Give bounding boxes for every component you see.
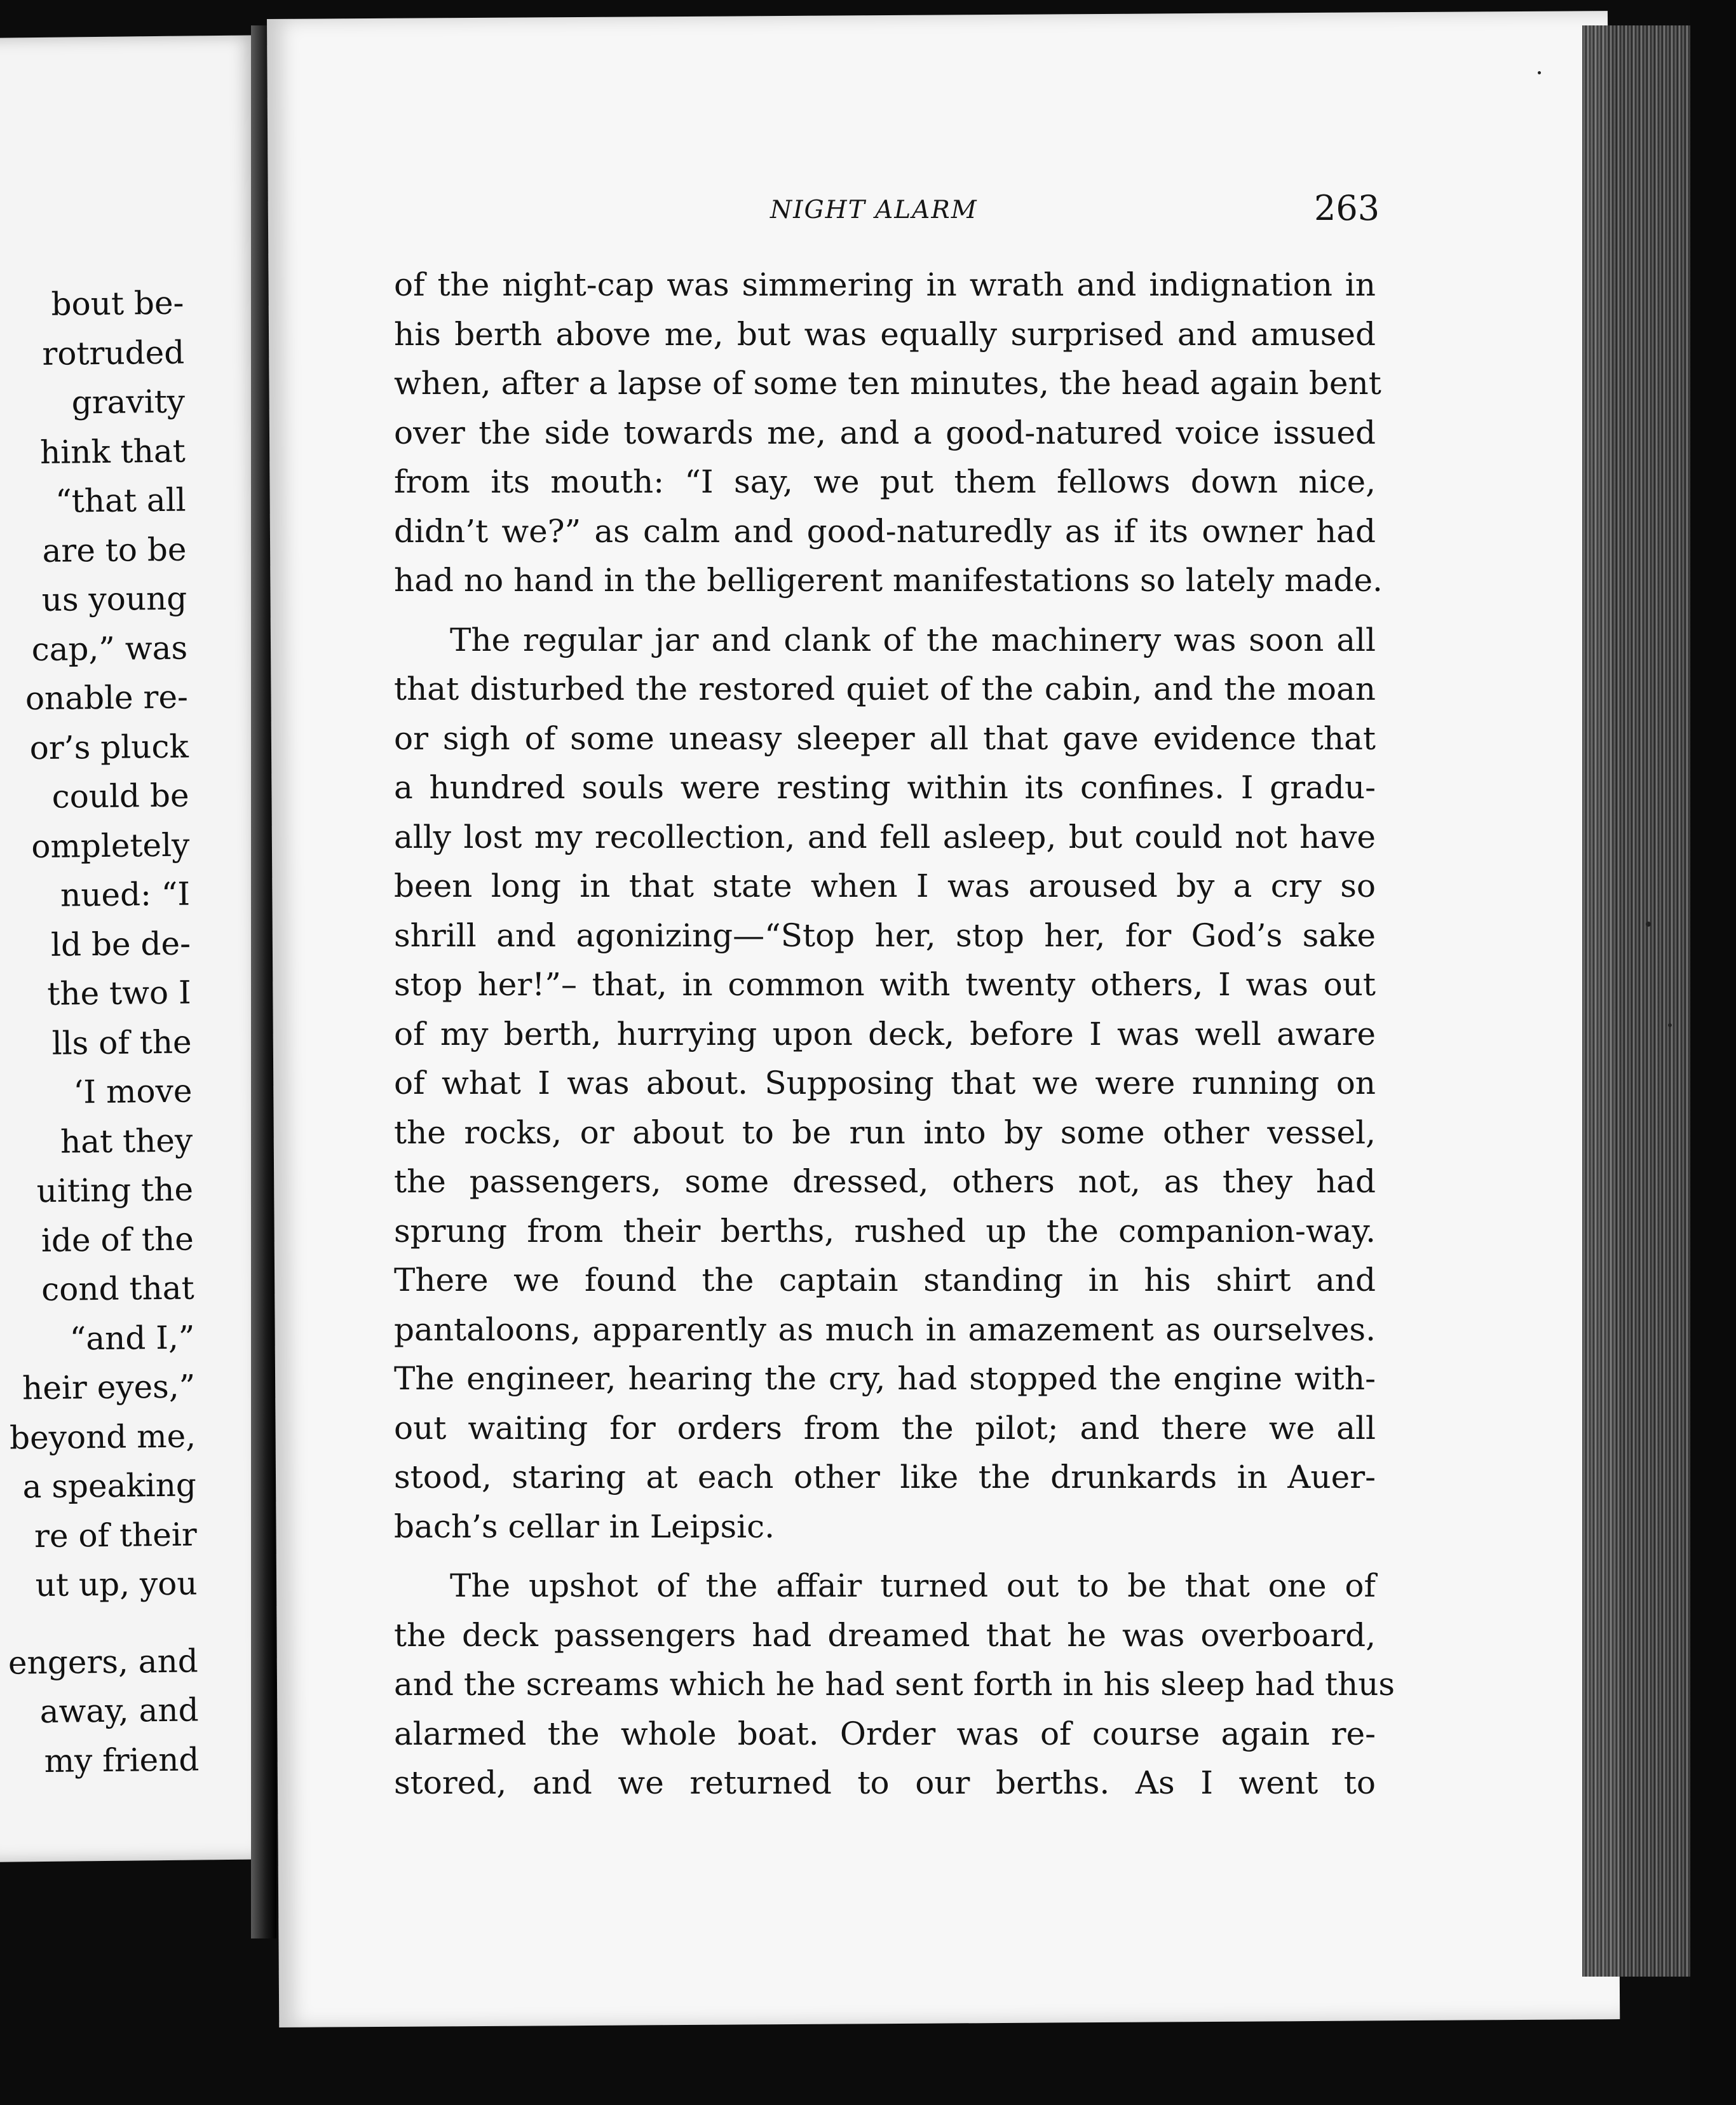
text-line: from its mouth: “I say, we put them fellows down nice, bbox=[394, 463, 1376, 500]
text-line: sprung from their berths, rushed up the companion-way. bbox=[394, 1212, 1376, 1250]
text-line: pantaloons, apparently as much in amazement as ourselves. bbox=[394, 1311, 1376, 1348]
text-line: of my berth, hurrying upon deck, before I was well aware bbox=[394, 1015, 1376, 1052]
text-line: bach’s cellar in Leipsic. bbox=[394, 1508, 775, 1545]
left-page-line: re of their bbox=[34, 1515, 197, 1555]
scan-speck bbox=[1646, 922, 1651, 927]
paragraph bbox=[394, 616, 1376, 1552]
left-page-line: hat they bbox=[60, 1122, 193, 1161]
text-line: The upshot of the affair turned out to be that one of bbox=[450, 1567, 1376, 1604]
text-line: out waiting for orders from the pilot; and there we all bbox=[394, 1409, 1376, 1447]
left-page-line: could be bbox=[51, 777, 189, 815]
left-page-line: hink that bbox=[39, 432, 186, 471]
page-number: 263 bbox=[1314, 188, 1380, 228]
left-page-line: “that all bbox=[55, 481, 186, 520]
text-line: or sigh of some uneasy sleeper all that gave evidence that bbox=[394, 719, 1376, 757]
left-page-line: gravity bbox=[71, 383, 186, 421]
text-line: the rocks, or about to be run into by some other vessel, bbox=[394, 1114, 1376, 1151]
left-page-line: or’s pluck bbox=[29, 728, 189, 766]
left-page-line: onable re- bbox=[25, 678, 189, 718]
scan-speck bbox=[1668, 1023, 1672, 1027]
text-line: his berth above me, but was equally surprised and amused bbox=[394, 315, 1376, 353]
page-edges-shadow bbox=[1690, 0, 1736, 2105]
page-edges bbox=[1582, 25, 1690, 1977]
text-line: that disturbed the restored quiet of the cabin, and the moan bbox=[394, 671, 1376, 707]
text-line: over the side towards me, and a good-natured voice issued bbox=[394, 414, 1376, 451]
left-page-line: a speaking bbox=[22, 1466, 197, 1506]
text-line: of the night-cap was simmering in wrath and indignation in bbox=[394, 266, 1376, 303]
text-line: when, after a lapse of some ten minutes, the head again bent bbox=[394, 365, 1381, 402]
text-line: had no hand in the belligerent manifestations so lately made. bbox=[394, 562, 1383, 599]
left-page-line: away, and bbox=[39, 1691, 199, 1731]
left-page-line: cond that bbox=[41, 1269, 194, 1309]
paragraph bbox=[394, 261, 1383, 606]
paragraph-gap bbox=[394, 1551, 1376, 1562]
text-line: There we found the captain standing in his shirt and bbox=[394, 1262, 1376, 1298]
text-line: didn’t we?” as calm and good-naturedly as if its owner had bbox=[394, 512, 1376, 550]
paragraph-gap bbox=[394, 606, 1376, 616]
left-page-line: the two I bbox=[47, 974, 192, 1012]
paragraph-gap bbox=[0, 1609, 198, 1640]
left-page-line: cap,” was bbox=[31, 629, 188, 668]
paragraph bbox=[394, 1562, 1395, 1808]
left-page-line: us young bbox=[41, 580, 187, 618]
left-facing-page bbox=[0, 35, 276, 1862]
left-page-line: “and I,” bbox=[69, 1318, 195, 1358]
left-page-line: heir eyes,” bbox=[22, 1368, 196, 1407]
text-line: ally lost my recollection, and fell asleep, but could not have bbox=[394, 818, 1376, 855]
left-page-line: ut up, you bbox=[35, 1565, 198, 1604]
left-page-line: engers, and bbox=[8, 1642, 199, 1682]
left-page-line: uiting the bbox=[36, 1171, 194, 1210]
text-line: a hundred souls were resting within its confines. I gradu- bbox=[394, 769, 1376, 806]
left-page-line: ‘I move bbox=[73, 1072, 193, 1111]
text-line: alarmed the whole boat. Order was of course again re- bbox=[394, 1715, 1376, 1752]
left-page-line: bout be- bbox=[51, 284, 184, 323]
left-page-line: rotruded bbox=[42, 334, 185, 372]
text-line: the deck passengers had dreamed that he was overboard, bbox=[394, 1616, 1376, 1654]
text-line: stood, staring at each other like the drunkards in Auer- bbox=[394, 1459, 1376, 1495]
text-line: and the screams which he had sent forth in his sleep had thus bbox=[394, 1666, 1395, 1703]
text-line: of what I was about. Supposing that we were running on bbox=[394, 1065, 1376, 1101]
text-line: been long in that state when I was aroused by a cry so bbox=[394, 868, 1376, 904]
body-text bbox=[394, 261, 1395, 1808]
scan-speck bbox=[1538, 71, 1541, 74]
left-page-line: nued: “I bbox=[60, 875, 191, 914]
text-line: The regular jar and clank of the machinery was soon all bbox=[450, 621, 1376, 658]
text-line: stored, and we returned to our berths. As I went to bbox=[394, 1764, 1376, 1801]
left-page-line: are to be bbox=[42, 531, 187, 569]
text-line: The engineer, hearing the cry, had stopped the engine with- bbox=[394, 1360, 1376, 1397]
left-page-line: beyond me, bbox=[9, 1417, 196, 1457]
text-line: shrill and agonizing—“Stop her, stop her, for God’s sake bbox=[394, 916, 1376, 954]
left-page-line: my friend bbox=[44, 1740, 200, 1780]
left-page-line: ompletely bbox=[31, 826, 190, 865]
left-page-line: ld be de- bbox=[50, 925, 191, 964]
left-page-line: ide of the bbox=[41, 1220, 194, 1259]
text-line: the passengers, some dressed, others not, as they had bbox=[394, 1163, 1376, 1200]
text-line: stop her!”– that, in common with twenty others, I was out bbox=[394, 966, 1376, 1003]
running-head: NIGHT ALARM bbox=[770, 196, 978, 224]
left-page-line: lls of the bbox=[51, 1023, 192, 1062]
left-page-text bbox=[0, 279, 200, 1788]
